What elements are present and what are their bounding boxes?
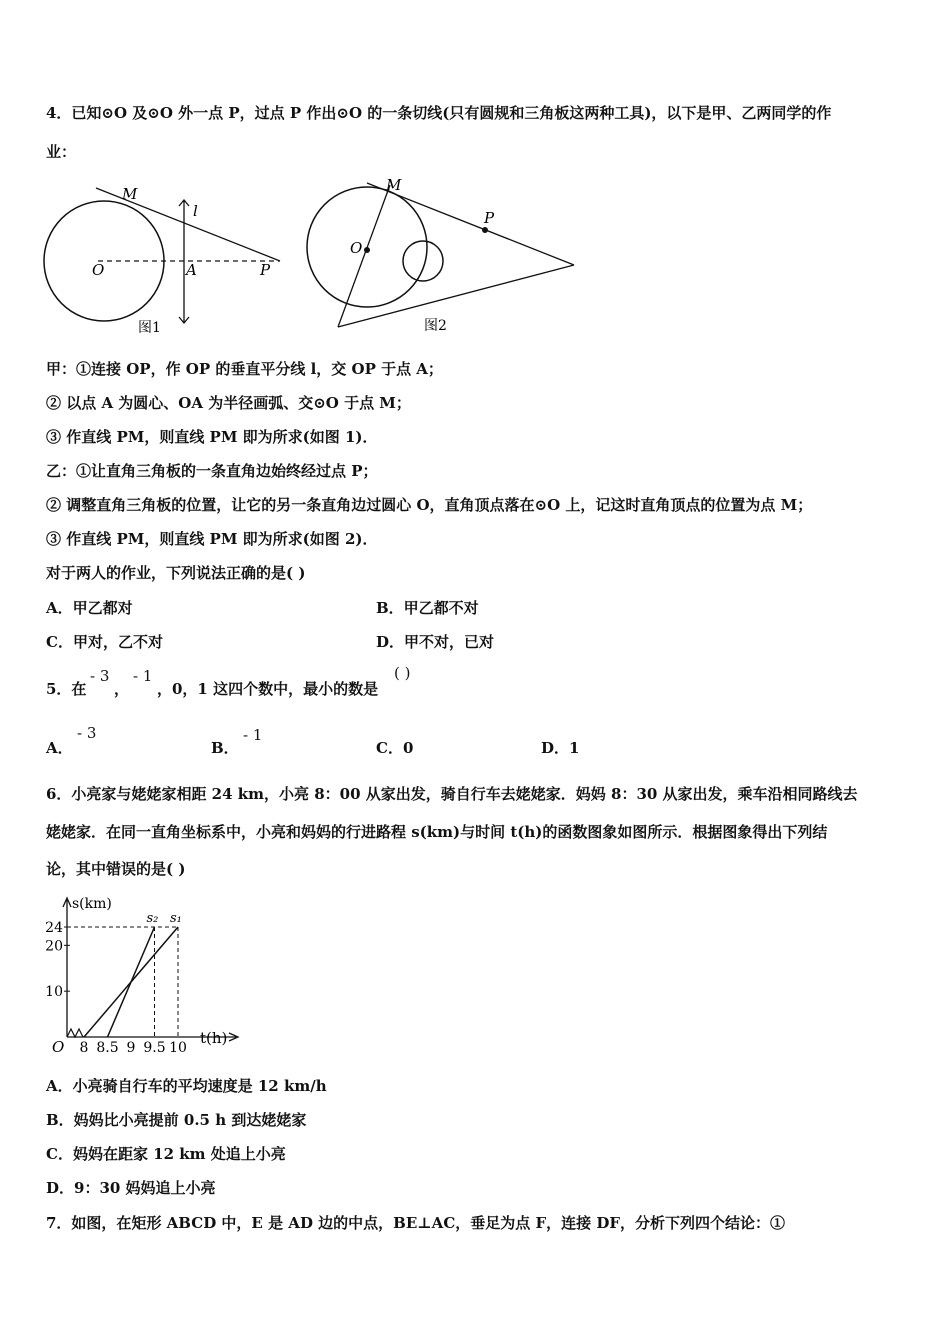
fig2-line-bottom xyxy=(338,265,574,327)
q7-stem-line1: 7．如图，在矩形 ABCD 中，E 是 AD 边的中点，BE⊥AC，垂足为点 F，连接 DF，分析下列四个结论：① xyxy=(46,1214,786,1232)
q4-figure-2 xyxy=(300,175,590,335)
fig1-label-p: P xyxy=(260,261,271,279)
x-tick-label: 9.5 xyxy=(143,1040,166,1056)
q4-option-b[interactable]: B．甲乙都不对 xyxy=(376,599,479,617)
fig2-line-mp xyxy=(367,183,574,265)
q6-chart xyxy=(40,890,250,1058)
q4-step-2: ② 以点 A 为圆心、OA 为半径画弧、交⊙O 于点 M； xyxy=(46,394,411,412)
fig2-label-p: P xyxy=(484,209,495,227)
x-tick-label: 8.5 xyxy=(96,1040,119,1056)
fig2-point-o xyxy=(364,247,370,253)
q4-option-a[interactable]: A．甲乙都对 xyxy=(46,599,133,617)
q6-option-d[interactable]: D．9：30 妈妈追上小亮 xyxy=(46,1179,216,1197)
q4-stem-line1: 4．已知⊙O 及⊙O 外一点 P，过点 P 作出⊙O 的一条切线(只有圆规和三角板这两种工具)，以下是甲、乙两同学的作 xyxy=(46,104,832,122)
q6-option-a[interactable]: A．小亮骑自行车的平均速度是 12 km/h xyxy=(46,1077,327,1095)
fig1-label-m: M xyxy=(122,185,138,203)
y-axis-label: s(km) xyxy=(72,896,112,912)
series-line-s₂ xyxy=(108,927,155,1037)
fig2-point-p xyxy=(482,227,488,233)
q5-answer-bracket: ( ) xyxy=(394,664,411,682)
q4-step-4: 乙：①让直角三角板的一条直角边始终经过点 P； xyxy=(46,462,378,480)
q6-option-b[interactable]: B．妈妈比小亮提前 0.5 h 到达姥姥家 xyxy=(46,1111,307,1129)
q6-option-c[interactable]: C．妈妈在距家 12 km 处追上小亮 xyxy=(46,1145,286,1163)
q4-question: 对于两人的作业，下列说法正确的是( ) xyxy=(46,564,306,582)
q4-step-6: ③ 作直线 PM，则直线 PM 即为所求(如图 2)． xyxy=(46,530,378,548)
fig1-caption: 图1 xyxy=(138,320,161,336)
q4-option-d[interactable]: D．甲不对，已对 xyxy=(376,633,495,651)
fig1-label-o: O xyxy=(92,261,105,279)
q5-comma: ， xyxy=(114,680,130,698)
q4-step-3: ③ 作直线 PM，则直线 PM 即为所求(如图 1)． xyxy=(46,428,378,446)
fig1-label-l: l xyxy=(193,202,198,220)
q5-num-neg1: - 1 xyxy=(133,667,153,685)
q4-option-c[interactable]: C．甲对，乙不对 xyxy=(46,633,163,651)
x-tick-label: 9 xyxy=(126,1040,136,1056)
q4-stem-line2: 业： xyxy=(46,143,77,161)
x-tick-label: 10 xyxy=(169,1040,187,1056)
fig1-label-a: A xyxy=(186,261,197,279)
q6-stem-line1: 6．小亮家与姥姥家相距 24 km，小亮 8：00 从家出发，骑自行车去姥姥家．妈妈 8：30 从家出发，乘车沿相同路线去 xyxy=(46,785,858,803)
q4-step-1: 甲：①连接 OP，作 OP 的垂直平分线 l，交 OP 于点 A； xyxy=(46,360,443,378)
fig2-small-circle xyxy=(403,241,443,281)
q4-figure-1 xyxy=(40,180,290,335)
q4-step-5: ② 调整直角三角板的位置，让它的另一条直角边过圆心 O，直角顶点落在⊙O 上，记这时直角顶点的位置为点 M； xyxy=(46,496,813,514)
q6-stem-line3: 论，其中错误的是( ) xyxy=(46,860,186,878)
x-axis-label: t(h) xyxy=(200,1029,228,1047)
x-tick-label: 8 xyxy=(79,1040,89,1056)
q5-stem-suffix: ，0，1 这四个数中，最小的数是 xyxy=(157,680,379,698)
origin-label: O xyxy=(52,1038,65,1056)
q5-option-d[interactable]: D．1 xyxy=(541,739,580,757)
axis-break xyxy=(67,1029,83,1037)
q5-num-neg3: - 3 xyxy=(90,667,110,685)
q5-option-a-value: - 3 xyxy=(77,724,97,742)
y-tick-label: 24 xyxy=(45,920,63,936)
fig2-label-m: M xyxy=(386,176,402,194)
chart-series xyxy=(84,927,178,1037)
series-label-s₂: s₂ xyxy=(146,911,159,926)
y-tick-label: 20 xyxy=(45,938,63,955)
fig2-label-o: O xyxy=(350,239,363,257)
q5-option-a-label[interactable]: A． xyxy=(46,739,73,757)
q6-stem-line2: 姥姥家．在同一直角坐标系中，小亮和妈妈的行进路程 s(km)与时间 t(h)的函数图象如图所示．根据图象得出下列结 xyxy=(46,823,828,841)
series-label-s₁: s₁ xyxy=(170,911,182,926)
fig2-caption: 图2 xyxy=(424,318,447,334)
q5-option-b-value: - 1 xyxy=(243,726,263,744)
q5-option-b-label[interactable]: B． xyxy=(211,739,239,757)
q5-stem-prefix: 5．在 xyxy=(46,680,87,698)
chart-guides xyxy=(67,927,178,1037)
y-tick-label: 10 xyxy=(45,984,63,1001)
q5-option-c[interactable]: C．0 xyxy=(376,739,414,757)
